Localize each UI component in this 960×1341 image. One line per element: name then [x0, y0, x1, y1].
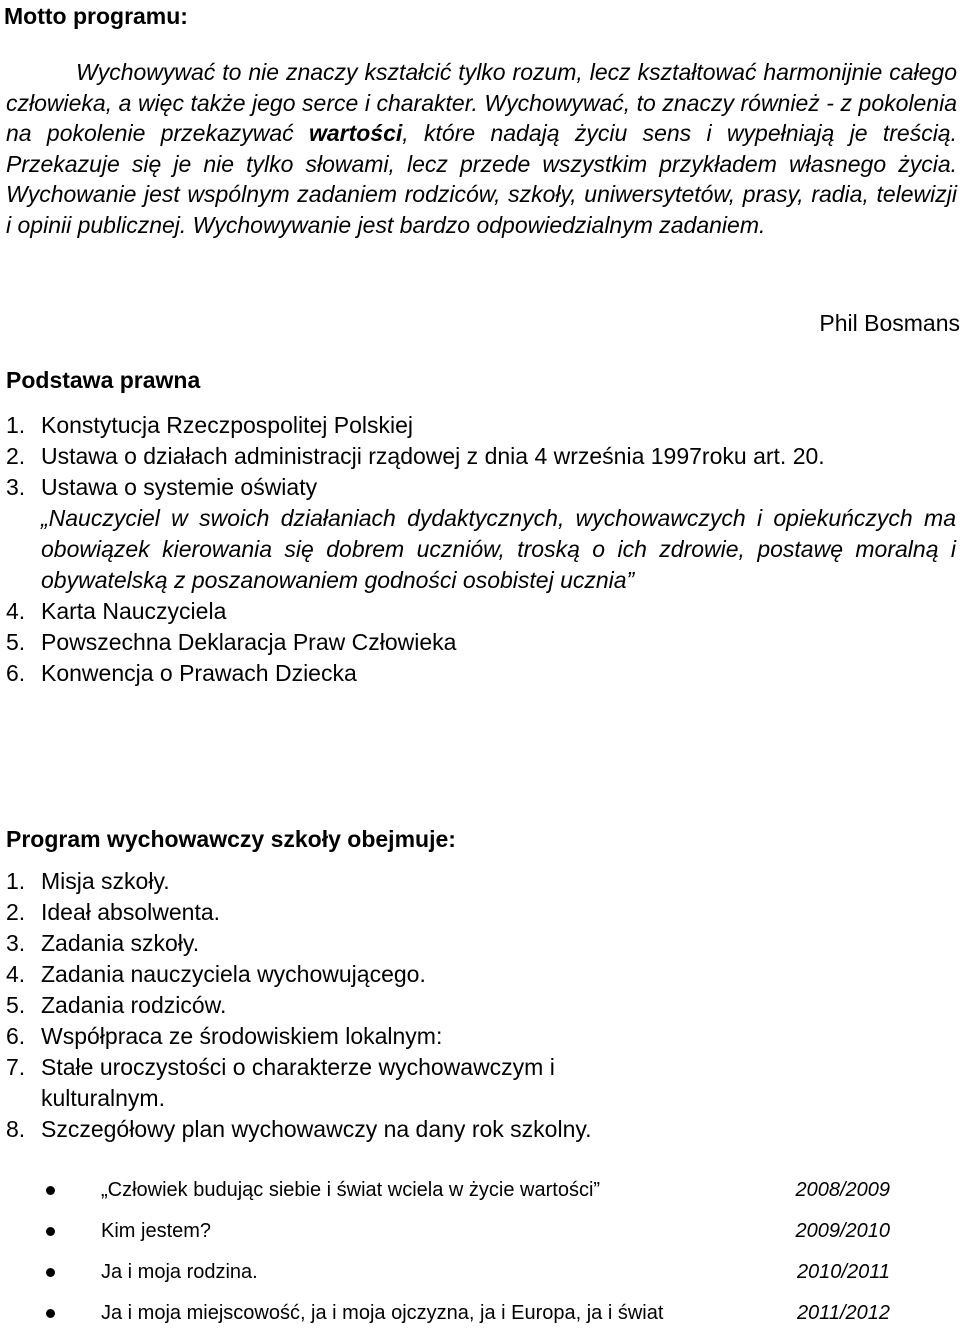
year-theme-label: Ja i moja miejscowość, ja i moja ojczyzna, ja i Europa, ja i świat — [101, 1302, 664, 1324]
year-theme-item — [40, 1300, 890, 1341]
list-number: 5. — [6, 992, 26, 1018]
motto-part-1: Wychowywać to nie znaczy kształcić tylko rozum, lecz kształtować harmonijnie całego człowieka, a więc także jego serce i charakter. Wychowywać, to znaczy również - z pokolenia na pokolenie przekazywać — [6, 59, 957, 146]
year-theme-item — [40, 1177, 890, 1218]
list-number: 6. — [6, 1023, 26, 1049]
list-number: 7. — [6, 1054, 26, 1080]
motto-heading: Motto programu: — [4, 3, 188, 29]
list-text: Ideał absolwenta. — [41, 899, 221, 925]
list-item — [6, 866, 956, 897]
list-item — [6, 627, 956, 658]
program-list — [6, 866, 956, 1145]
list-text: Powszechna Deklaracja Praw Człowieka — [41, 629, 457, 655]
list-number: 4. — [6, 598, 26, 624]
program-heading: Program wychowawczy szkoły obejmuje: — [6, 826, 456, 852]
list-item — [6, 1052, 681, 1114]
motto-bold-word: wartości — [308, 120, 403, 146]
list-number: 4. — [6, 961, 26, 987]
list-item — [6, 928, 956, 959]
year-theme-label: Ja i moja rodzina. — [101, 1261, 258, 1283]
list-text: Ustawa o działach administracji rządowej z dnia 4 września 1997roku art. 20. — [41, 443, 825, 469]
list-item — [6, 441, 956, 472]
legal-quote: „Nauczyciel w swoich działaniach dydaktycznych, wychowawczych i opiekuńczych ma obowiązek kierowania się dobrem uczniów, troską o ich zdrowie, postawę moralną i obywatelską z poszanowaniem godności osobistej ucznia” — [41, 505, 956, 593]
list-number: 2. — [6, 443, 26, 469]
list-item — [6, 897, 956, 928]
list-text: Szczegółowy plan wychowawczy na dany rok szkolny. — [41, 1116, 592, 1142]
bullet-icon — [46, 1309, 55, 1318]
year-theme-year: 2009/2010 — [795, 1220, 890, 1242]
list-text: Współpraca ze środowiskiem lokalnym: — [41, 1023, 443, 1049]
list-text: Zadania szkoły. — [41, 930, 200, 956]
list-text: Ustawa o systemie oświaty — [41, 474, 318, 500]
list-number: 1. — [6, 412, 26, 438]
list-item — [6, 990, 956, 1021]
list-text: Konstytucja Rzeczpospolitej Polskiej — [41, 412, 414, 438]
year-theme-item — [40, 1218, 890, 1259]
list-number: 6. — [6, 660, 26, 686]
motto-part-2: , które nadają życiu sens i wypełniają je treścią. Przekazuje się je nie tylko słowami, lecz przede wszystkim przykładem własnego życia. Wychowanie jest wspólnym zadaniem rodziców, szkoły, uniwersytetów, prasy, radia, telewizji i opinii publicznej. Wychowywanie jest bardzo odpowiedzialnym zadaniem. — [6, 120, 957, 238]
year-theme-year: 2010/2011 — [796, 1261, 890, 1283]
list-number: 5. — [6, 629, 26, 655]
list-text: Zadania nauczyciela wychowującego. — [41, 961, 426, 987]
list-item — [6, 410, 956, 441]
list-text: Misja szkoły. — [41, 868, 170, 894]
year-theme-label: „Człowiek budując siebie i świat wciela w życie wartości” — [101, 1179, 601, 1201]
legal-basis-list — [6, 410, 956, 689]
list-text: Karta Nauczyciela — [41, 598, 227, 624]
list-number: 8. — [6, 1116, 26, 1142]
motto-author: Phil Bosmans — [819, 310, 960, 336]
list-number: 1. — [6, 868, 26, 894]
year-theme-year: 2008/2009 — [795, 1179, 890, 1201]
bullet-icon — [46, 1227, 55, 1236]
list-item — [6, 959, 956, 990]
list-item — [6, 472, 956, 596]
list-item — [6, 596, 956, 627]
list-number: 3. — [6, 474, 26, 500]
bullet-icon — [46, 1268, 55, 1277]
list-item — [6, 658, 956, 689]
year-theme-item — [40, 1259, 890, 1300]
year-themes-list — [40, 1177, 890, 1341]
list-number: 2. — [6, 899, 26, 925]
year-theme-label: Kim jestem? — [101, 1220, 212, 1242]
year-theme-year: 2011/2012 — [796, 1302, 890, 1324]
list-text: Stałe uroczystości o charakterze wychowawczym i kulturalnym. — [41, 1054, 555, 1111]
list-item — [6, 1114, 956, 1145]
legal-basis-heading: Podstawa prawna — [6, 367, 201, 393]
bullet-icon — [46, 1186, 55, 1195]
list-item — [6, 1021, 956, 1052]
list-number: 3. — [6, 930, 26, 956]
motto-text — [6, 57, 957, 240]
list-text: Zadania rodziców. — [41, 992, 227, 1018]
list-text: Konwencja o Prawach Dziecka — [41, 660, 357, 686]
